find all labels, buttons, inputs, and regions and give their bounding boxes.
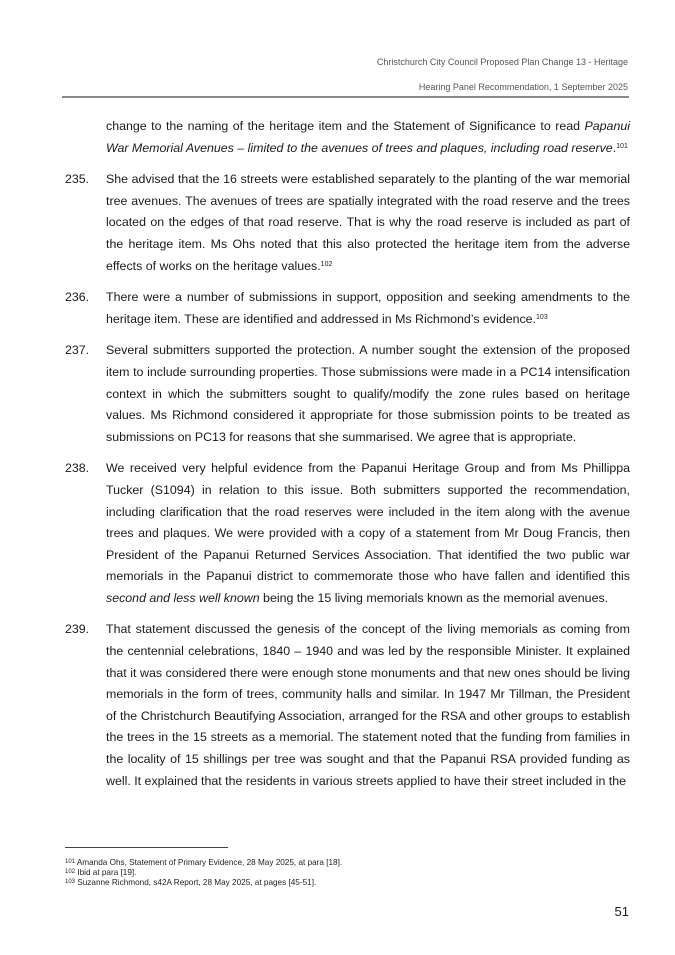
footnote-ref[interactable]: 102 bbox=[320, 260, 333, 268]
page-number: 51 bbox=[614, 904, 629, 919]
header-title: Christchurch City Council Proposed Plan Change 13 - Heritage bbox=[376, 57, 628, 67]
paragraph-number: 235. bbox=[65, 172, 90, 187]
footnote-103: $^{103}$ Suzanne Richmond, s42A Report, 28 May 2025, at pages [45-51]. bbox=[65, 878, 317, 887]
paragraph-237: 237. Several submitters supported the protection. A number sought the extension of the proposed item to include surrounding properties. Those submissions were made in a PC14 intensification context in which the submitters sought to qualify/modify the zone rules based on heritage values. Ms Richmond considered it appropriate for those submission points to be treated as submissions on PC13 for reasons that she summarised. We agree that is appropriate. bbox=[65, 340, 630, 448]
footnote-101: $^{101}$ Amanda Ohs, Statement of Primary Evidence, 28 May 2025, at para [18]. bbox=[65, 858, 343, 867]
paragraph-239: 239. That statement discussed the genesis of the concept of the living memorials as coming from the centennial celebrations, 1840 – 1940 and was led by the responsible Minister. It explained that it was considered there were enough stone monuments and that new ones should be living memorials in the form of trees, community halls and similar. In 1947 Mr Tillman, the President of the Christchurch Beautifying Association, arranged for the RSA and other groups to establish the trees in the 15 streets as a memorial. The statement noted that the funding from families in the locality of 15 shillings per tree was sought and that the Papanui RSA provided funding as well. It explained that the residents in various streets applied to have their street included in the bbox=[65, 619, 630, 792]
footnote-ref[interactable]: 101 bbox=[616, 142, 628, 150]
paragraph-238: 238. We received very helpful evidence from the Papanui Heritage Group and from Ms Phillippa Tucker (S1094) in relation to this issue. Both submitters supported the recommendation, including clarification that the road reserves were included in the item along with the avenue trees and plaques. We were provided with a copy of a statement from Mr Doug Francis, then President of the Papanui Returned Services Association. That identified the two public war memorials in the Papanui district to commemorate those who have fallen and identified this second and less well known being the 15 living memorials known as the memorial avenues. bbox=[65, 458, 630, 609]
paragraph-number: 237. bbox=[65, 343, 90, 358]
item-name-italic: Papanui War Memorial Avenues – limited to the avenues of trees and plaques, including road reserve bbox=[106, 119, 630, 155]
header-subtitle: Hearing Panel Recommendation, 1 September 2025 bbox=[418, 82, 628, 92]
paragraph-number: 238. bbox=[65, 461, 90, 476]
paragraph-continuation: change to the naming of the heritage item and the Statement of Significance to read Papanui War Memorial Avenues – limited to the avenues of trees and plaques, including road reserve.$^{101}$ bbox=[106, 119, 630, 155]
header-divider bbox=[62, 96, 629, 98]
footnotes bbox=[65, 858, 342, 888]
running-header bbox=[377, 50, 628, 100]
footnote-102: $^{102}$ Ibid at para [19]. bbox=[65, 868, 137, 877]
paragraph-number: 239. bbox=[65, 622, 90, 637]
document-body bbox=[65, 116, 630, 802]
paragraph-236: 236. There were a number of submissions in support, opposition and seeking amendments to the heritage item. These are identified and addressed in Ms Richmond’s evidence.$^{103}$ bbox=[65, 287, 630, 330]
paragraph-235: 235. She advised that the 16 streets were established separately to the planting of the war memorial tree avenues. The avenues of trees are spatially integrated with the road reserve and the trees located on the edges of that road reserve. That is why the road reserve is included as part of the heritage item. Ms Ohs noted that this also protected the heritage item from the adverse effects of works on the heritage values.$^{102}$ bbox=[65, 169, 630, 277]
paragraph-number: 236. bbox=[65, 290, 90, 305]
footnote-divider bbox=[65, 847, 228, 848]
footnote-ref[interactable]: 103 bbox=[536, 313, 548, 321]
